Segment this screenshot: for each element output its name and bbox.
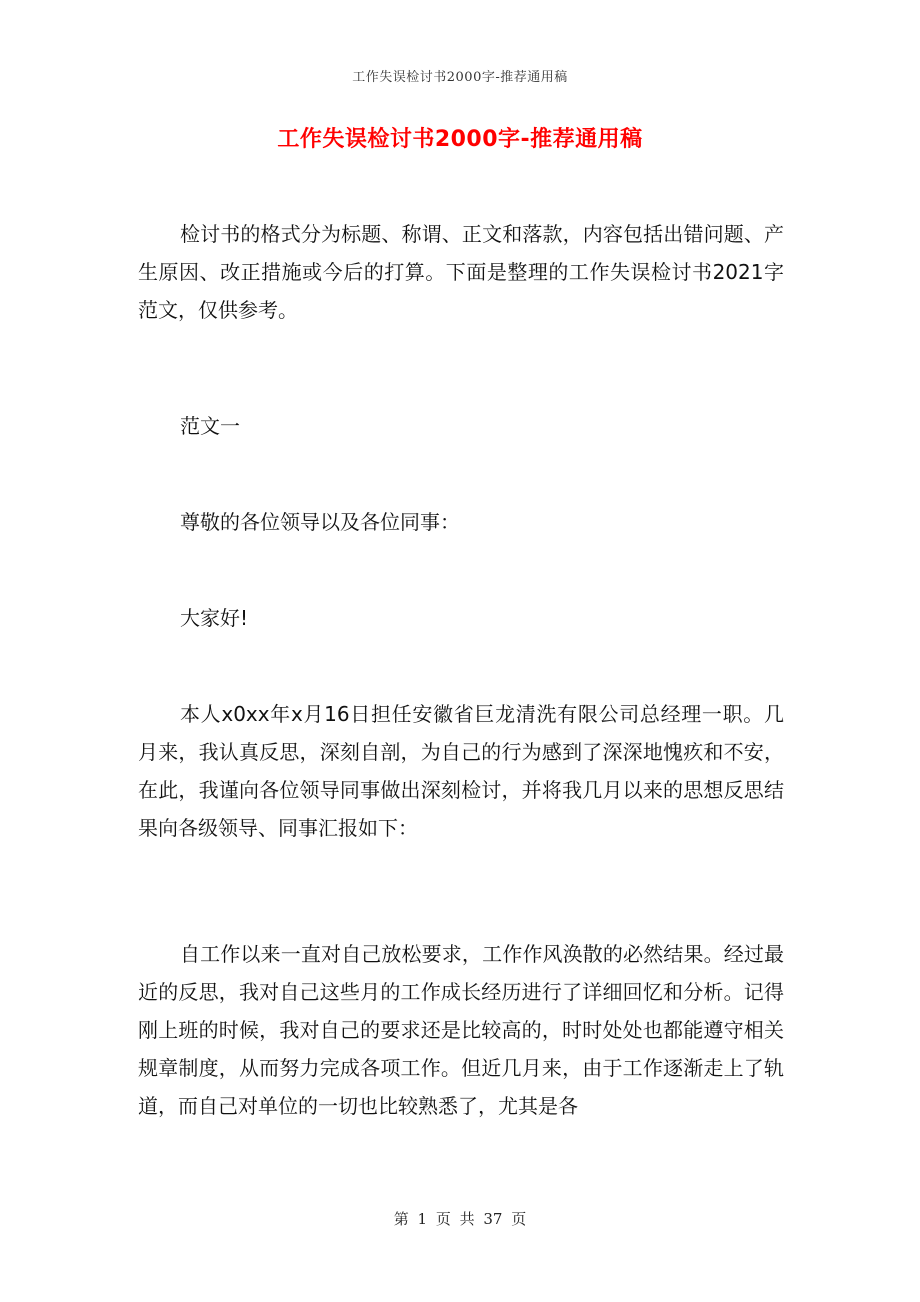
paragraph-salutation: 尊敬的各位领导以及各位同事：: [180, 510, 460, 534]
paragraph-body-1: 本人x0xx年x月16日担任安徽省巨龙清洗有限公司总经理一职。几月来，我认真反思，深刻自剖，为自己的行为感到了深深地愧疚和不安，在此，我谨向各位领导同事做出深刻检讨，并将我几月以来的思想反思结果向各级领导、同事汇报如下：: [138, 702, 784, 840]
running-header: 工作失误检讨书2000字-推荐通用稿: [352, 70, 568, 85]
page-number: 第 1 页 共 37 页: [393, 1210, 527, 1228]
paragraph-intro: 检讨书的格式分为标题、称谓、正文和落款，内容包括出错问题、产生原因、改正措施或今后的打算。下面是整理的工作失误检讨书2021字范文，仅供参考。: [138, 222, 784, 322]
paragraph-greeting: 大家好!: [180, 606, 249, 630]
paragraph-sample-heading: 范文一: [180, 414, 240, 438]
paragraph-body-2: 自工作以来一直对自己放松要求，工作作风涣散的必然结果。经过最近的反思，我对自己这些月的工作成长经历进行了详细回忆和分析。记得刚上班的时候，我对自己的要求还是比较高的，时时处处也都能遵守相关规章制度，从而努力完成各项工作。但近几月来，由于工作逐渐走上了轨道，而自己对单位的一切也比较熟悉了，尤其是各: [138, 942, 784, 1118]
document-title: 工作失误检讨书2000字-推荐通用稿: [277, 127, 643, 152]
